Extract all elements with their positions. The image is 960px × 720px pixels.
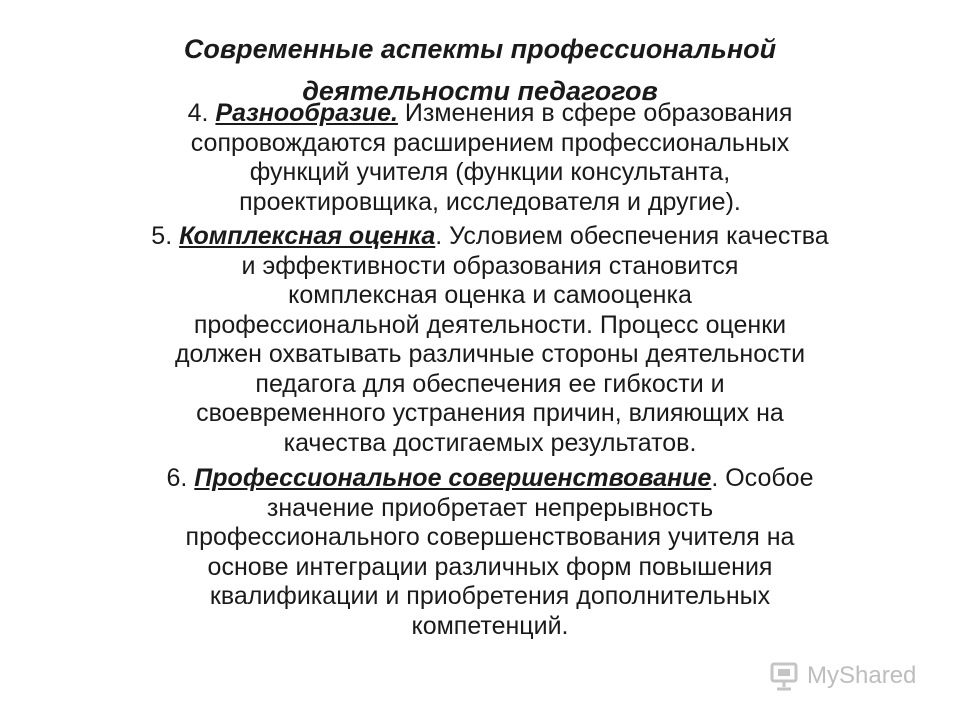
item-first-line: [60, 99, 920, 129]
list-item-professional-improvement: [60, 464, 920, 641]
item-term: Комплексная оценка: [179, 222, 436, 250]
watermark: [768, 656, 916, 696]
title-line-2: деятельности педагогов: [302, 76, 658, 106]
item-text: и эффективности образования становится: [241, 251, 739, 280]
item-number: 5.: [151, 222, 180, 250]
item-text: своевременного устранения причин, влияющих на: [196, 399, 784, 427]
item-text: профессионального совершенствования учителя на: [185, 523, 795, 551]
item-term: Разнообразие.: [215, 99, 398, 127]
item-text: проектировщика, исследователя и другие).: [239, 187, 741, 216]
list-item-diversity: [60, 99, 920, 217]
item-text: качества достигаемых результатов.: [283, 428, 697, 457]
item-text: профессиональной деятельности. Процесс оценки: [193, 310, 787, 339]
item-text: . Условием обеспечения качества: [435, 222, 829, 250]
item-number: 6.: [166, 464, 195, 492]
item-text: компетенций.: [411, 611, 569, 640]
item-text: функций учителя (функции консультанта,: [249, 158, 731, 186]
item-text: основе интеграции различных форм повышения: [207, 552, 773, 581]
title-line-1: Современные аспекты профессиональной: [183, 34, 777, 64]
item-text: квалификации и приобретения дополнительных: [209, 582, 771, 610]
item-text: . Особое: [711, 464, 814, 492]
item-term: Профессиональное совершенствование: [194, 464, 712, 492]
item-text: Изменения в сфере образования: [397, 99, 793, 127]
item-text: должен охватывать различные стороны деятельности: [174, 340, 806, 368]
item-first-line: [60, 222, 920, 252]
item-text: педагога для обеспечения ее гибкости и: [255, 369, 725, 398]
item-text: значение приобретает непрерывность: [266, 493, 714, 522]
item-text: комплексная оценка и самооценка: [288, 281, 692, 309]
presentation-board-icon: [768, 660, 800, 692]
item-text: сопровождаются расширением профессиональных: [190, 128, 790, 157]
item-first-line: [60, 464, 920, 494]
item-number: 4.: [187, 99, 216, 127]
list-item-complex-assessment: [60, 222, 920, 458]
watermark-text: MyShared: [807, 662, 917, 689]
